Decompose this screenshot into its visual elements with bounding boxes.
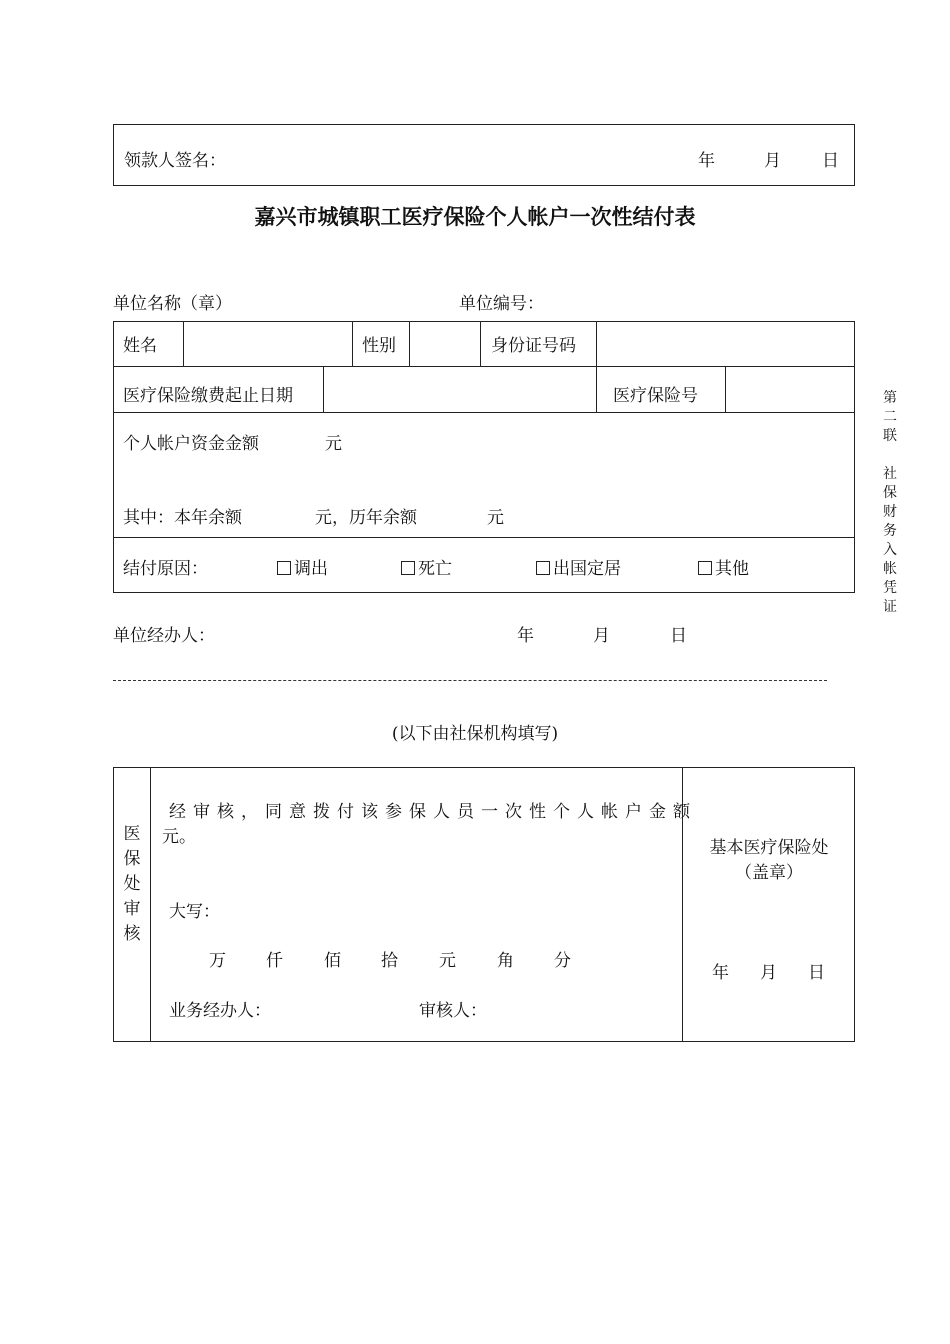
handler-year: 年	[517, 626, 534, 646]
unit-shi: 拾	[381, 951, 398, 971]
reason-option-emigration[interactable]: 出国定居	[536, 554, 621, 579]
clerk-label: 业务经办人：	[169, 1001, 271, 1021]
previous-years-balance-label: 元，历年余额	[315, 508, 417, 528]
name-label: 姓名	[123, 336, 157, 356]
office-day: 日	[808, 963, 825, 983]
handler-day: 日	[670, 626, 687, 646]
balance-label: 个人帐户资金金额	[123, 434, 259, 454]
unit-handler-label: 单位经办人：	[113, 626, 215, 646]
checkbox-icon[interactable]	[277, 561, 291, 575]
unit-jiao: 角	[497, 951, 514, 971]
id-number-label: 身份证号码	[491, 336, 576, 356]
divider-note: (以下由社保机构填写)	[391, 724, 559, 744]
signature-label: 领款人签名：	[124, 151, 226, 171]
unit-bai: 佰	[324, 951, 341, 971]
reason-option-transfer[interactable]: 调出	[277, 554, 328, 579]
unit-name-label: 单位名称（章）	[113, 294, 232, 314]
reviewer-label: 审核人：	[419, 1001, 487, 1021]
unit-fen: 分	[554, 951, 571, 971]
payment-period-label: 医疗保险缴费起止日期	[123, 386, 293, 406]
reason-option-death[interactable]: 死亡	[401, 554, 452, 579]
reason-option-other[interactable]: 其他	[698, 554, 749, 579]
unit-yuan: 元	[439, 951, 456, 971]
balance-unit: 元	[325, 434, 342, 454]
page-title: 嘉兴市城镇职工医疗保险个人帐户一次性结付表	[254, 205, 696, 229]
handler-month: 月	[593, 626, 610, 646]
cut-line	[113, 680, 827, 681]
reason-label: 结付原因：	[123, 559, 208, 579]
signature-day: 日	[822, 151, 839, 171]
unit-qian: 仟	[266, 951, 283, 971]
checkbox-icon[interactable]	[401, 561, 415, 575]
office-month: 月	[760, 963, 777, 983]
office-year: 年	[712, 963, 729, 983]
checkbox-icon[interactable]	[698, 561, 712, 575]
signature-year: 年	[698, 151, 715, 171]
office-stamp: （盖章）	[735, 863, 803, 883]
unit-wan: 万	[209, 951, 226, 971]
signature-month: 月	[764, 151, 781, 171]
capital-amount-label: 大写：	[169, 902, 220, 922]
gender-label: 性别	[362, 336, 396, 356]
unit-code-label: 单位编号：	[459, 294, 544, 314]
approval-text-end: 元。	[162, 827, 196, 847]
current-year-balance-label: 其中：本年余额	[123, 508, 242, 528]
approval-text: 经审核，同意拨付该参保人员一次性个人帐户金额	[169, 802, 697, 822]
copy-side-note: 第 二 联 社 保 财 务 入 帐 凭 证	[883, 390, 897, 615]
info-table	[113, 321, 855, 593]
office-name: 基本医疗保险处	[709, 838, 829, 858]
insurance-number-label: 医疗保险号	[613, 386, 698, 406]
checkbox-icon[interactable]	[536, 561, 550, 575]
review-side-label: 医 保 处 审 核	[123, 824, 141, 944]
previous-years-balance-unit: 元	[487, 508, 504, 528]
